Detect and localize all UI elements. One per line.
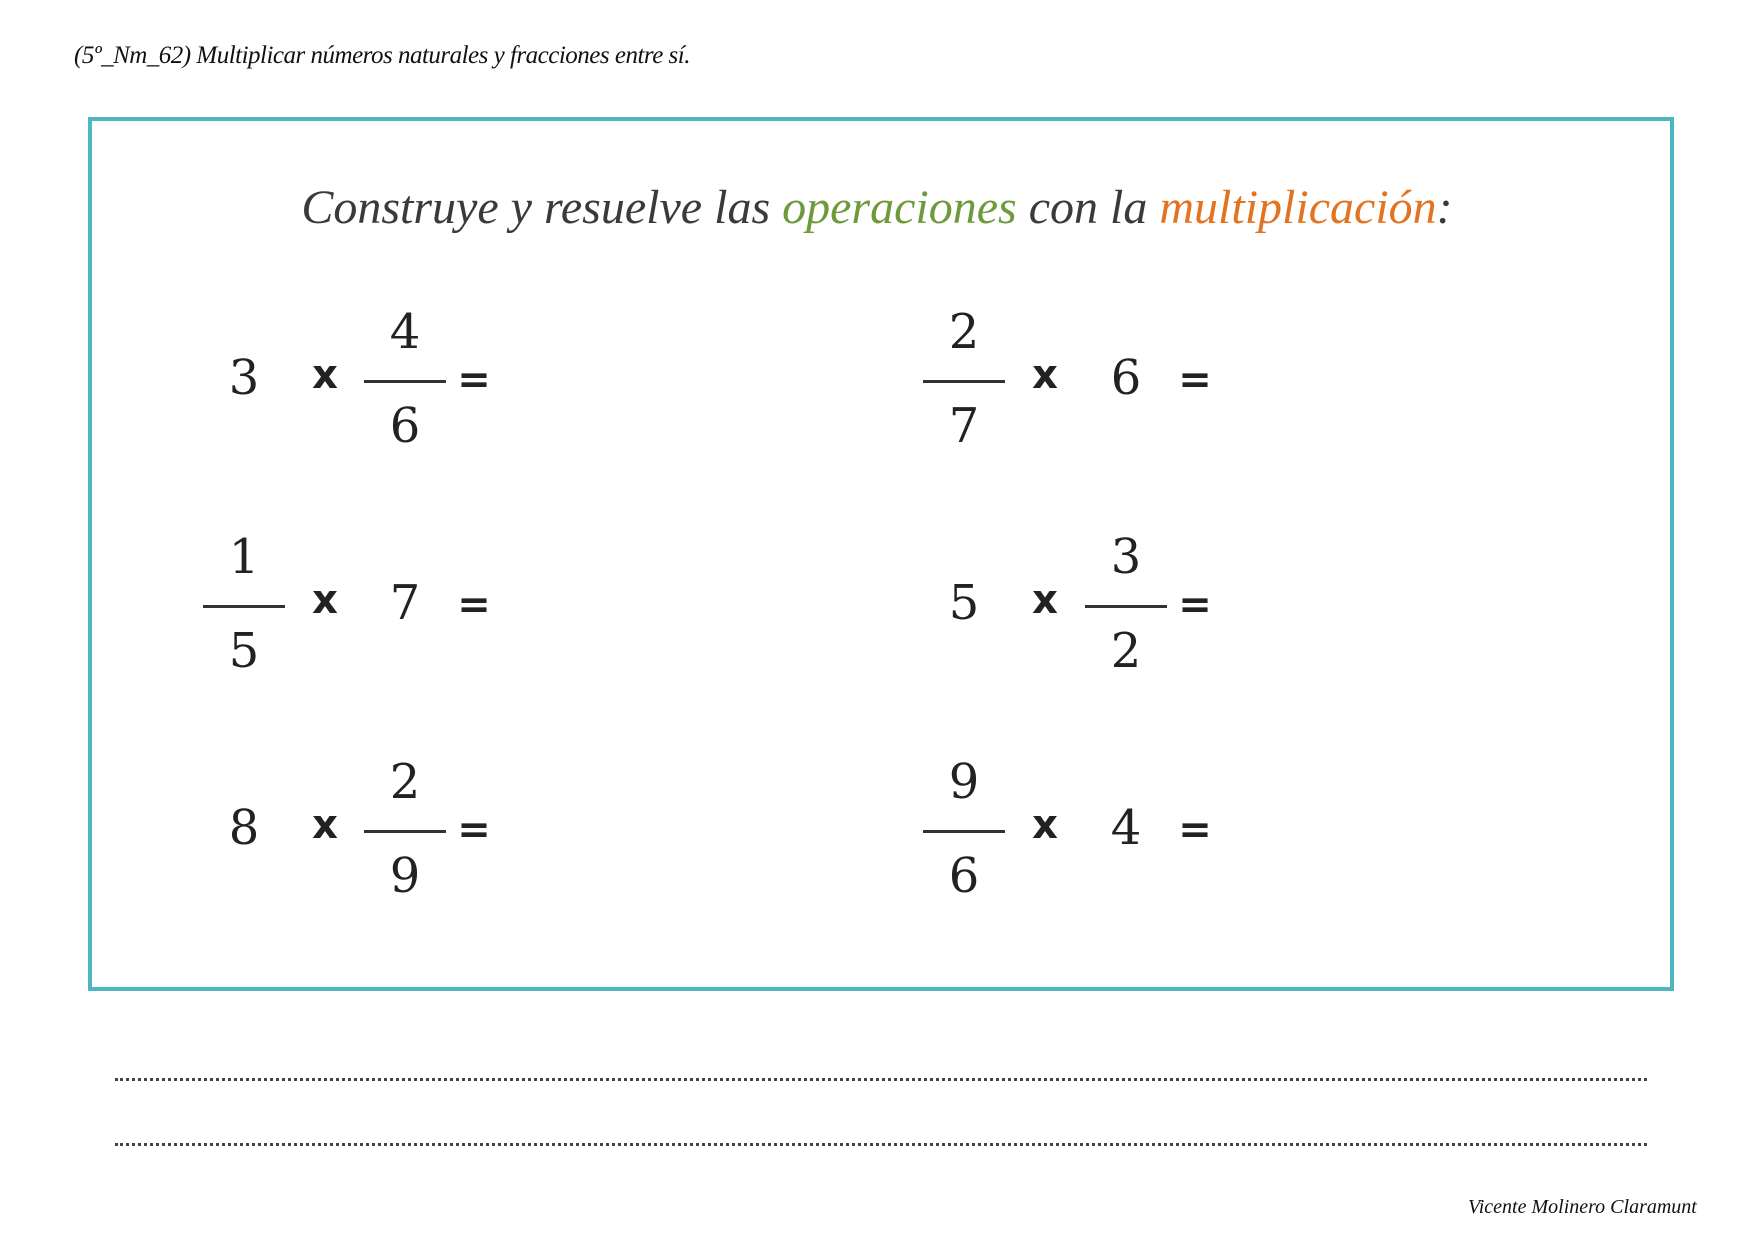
numerator: 3 xyxy=(1110,529,1142,585)
natural-number: 7 xyxy=(389,575,421,631)
times-sign: x xyxy=(312,352,338,398)
times-sign: x xyxy=(312,577,338,623)
equals-sign: = xyxy=(457,807,491,853)
title-green-word: operaciones xyxy=(782,181,1017,234)
fraction-bar xyxy=(203,605,285,608)
times-sign: x xyxy=(1032,577,1058,623)
fraction-bar xyxy=(1085,605,1167,608)
times-sign: x xyxy=(1032,352,1058,398)
denominator: 6 xyxy=(948,848,980,904)
natural-number: 5 xyxy=(948,575,980,631)
worksheet-header: (5º_Nm_62) Multiplicar números naturales y fracciones entre sí. xyxy=(74,42,690,69)
instruction-title xyxy=(0,180,1754,235)
answer-line[interactable] xyxy=(115,1143,1647,1146)
numerator: 4 xyxy=(389,304,421,360)
fraction-bar xyxy=(364,830,446,833)
title-text: : xyxy=(1436,181,1453,234)
fraction-bar xyxy=(923,380,1005,383)
equals-sign: = xyxy=(1178,582,1212,628)
equals-sign: = xyxy=(457,357,491,403)
natural-number: 6 xyxy=(1110,350,1142,406)
author-signature: Vicente Molinero Claramunt xyxy=(1468,1196,1697,1218)
title-text: Construye y resuelve las xyxy=(301,181,783,234)
denominator: 6 xyxy=(389,398,421,454)
equals-sign: = xyxy=(1178,357,1212,403)
numerator: 2 xyxy=(948,304,980,360)
numerator: 9 xyxy=(948,754,980,810)
title-text: con la xyxy=(1016,181,1160,234)
times-sign: x xyxy=(1032,802,1058,848)
natural-number: 8 xyxy=(228,800,260,856)
title-orange-word: multiplicación xyxy=(1159,181,1437,234)
times-sign: x xyxy=(312,802,338,848)
denominator: 2 xyxy=(1110,623,1142,679)
numerator: 1 xyxy=(228,529,260,585)
denominator: 5 xyxy=(228,623,260,679)
natural-number: 4 xyxy=(1110,800,1142,856)
fraction-bar xyxy=(923,830,1005,833)
numerator: 2 xyxy=(389,754,421,810)
denominator: 7 xyxy=(948,398,980,454)
natural-number: 3 xyxy=(228,350,260,406)
denominator: 9 xyxy=(389,848,421,904)
exercise-box xyxy=(88,117,1674,991)
fraction-bar xyxy=(364,380,446,383)
answer-line[interactable] xyxy=(115,1078,1647,1081)
equals-sign: = xyxy=(1178,807,1212,853)
equals-sign: = xyxy=(457,582,491,628)
